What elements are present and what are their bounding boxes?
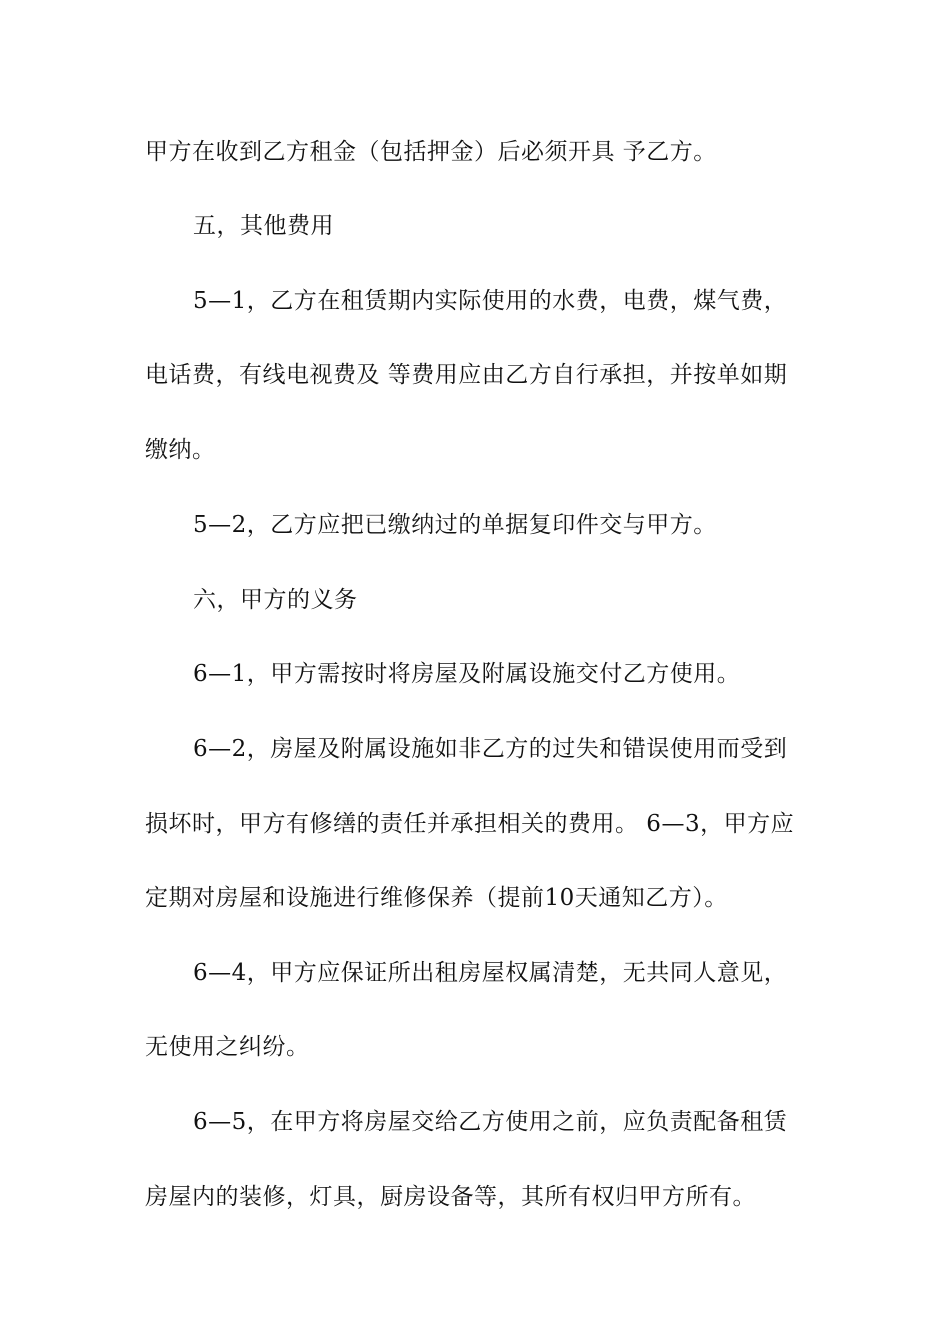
paragraph-line: 5—1，乙方在租赁期内实际使用的水费，电费，煤气费， <box>193 288 788 314</box>
paragraph-line: 6—1，甲方需按时将房屋及附属设施交付乙方使用。 <box>193 661 741 687</box>
paragraph-line: 电话费，有线电视费及 等费用应由乙方自行承担，并按单如期 <box>145 362 788 388</box>
paragraph-line: 甲方在收到乙方租金（包括押金）后必须开具 予乙方。 <box>145 139 717 165</box>
paragraph-line: 损坏时，甲方有修缮的责任并承担相关的费用。 6—3，甲方应 <box>145 811 795 837</box>
paragraph-line: 5—2，乙方应把已缴纳过的单据复印件交与甲方。 <box>193 512 717 538</box>
paragraph-line: 定期对房屋和设施进行维修保养（提前10天通知乙方）。 <box>145 885 728 911</box>
paragraph-line: 6—2，房屋及附属设施如非乙方的过失和错误使用而受到 <box>193 736 788 762</box>
paragraph-line: 缴纳。 <box>145 437 216 463</box>
paragraph-line: 6—5，在甲方将房屋交给乙方使用之前，应负责配备租赁 <box>193 1109 788 1135</box>
paragraph-line: 房屋内的装修，灯具，厨房设备等，其所有权归甲方所有。 <box>145 1184 756 1210</box>
section-heading: 五，其他费用 <box>193 213 334 239</box>
section-heading: 六，甲方的义务 <box>193 587 358 613</box>
paragraph-line: 6—4，甲方应保证所出租房屋权属清楚，无共同人意见， <box>193 960 788 986</box>
paragraph-line: 无使用之纠纷。 <box>145 1034 310 1060</box>
